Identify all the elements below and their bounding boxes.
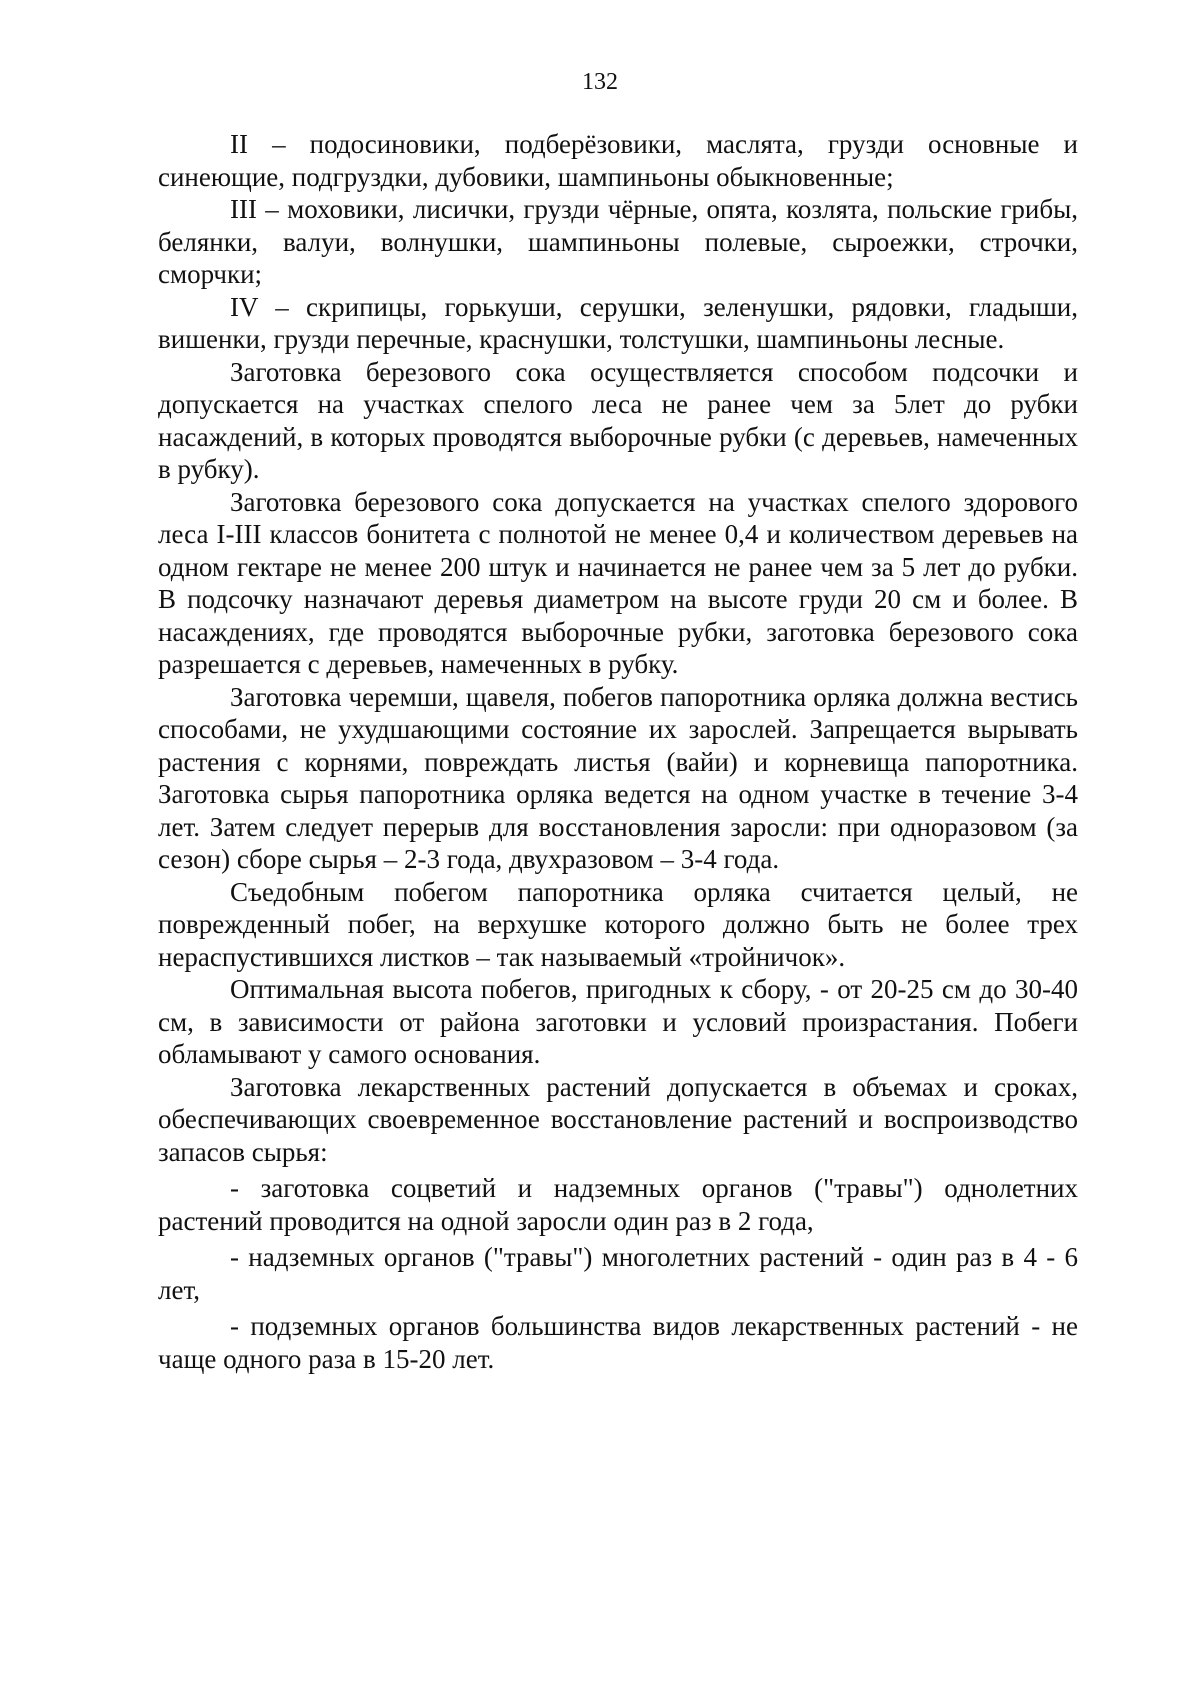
paragraph-birch-sap-tapping: Заготовка березового сока осуществляется способом подсочки и допускается на участках спелого леса не ранее чем за 5лет до рубки насаждений, в которых проводятся выборочные рубки (с деревьев, намеченных в рубку).	[158, 356, 1078, 484]
list-item-annual-plants: - заготовка соцветий и надземных органов ("травы") однолетних растений проводится на одной заросли один раз в 2 года,	[158, 1173, 1078, 1236]
list-item-perennial-plants: - надземных органов ("травы") многолетних растений - один раз в 4 - 6 лет,	[158, 1242, 1078, 1305]
paragraph-mushroom-category-2: II – подосиновики, подберёзовики, маслята, грузди основные и синеющие, подгруздки, дубовики, шампиньоны обыкновенные;	[158, 129, 1078, 192]
page-number: 132	[582, 69, 618, 95]
paragraph-medicinal-plants: Заготовка лекарственных растений допускается в объемах и сроках, обеспечивающих своевременное восстановление растений и воспроизводство запасов сырья:	[158, 1071, 1078, 1167]
list-item-underground-organs: - подземных органов большинства видов лекарственных растений - не чаще одного раза в 15-20 лет.	[158, 1311, 1078, 1374]
paragraph-edible-fern-shoot: Съедобным побегом папоротника орляка считается целый, не поврежденный побег, на верхушке которого должно быть не более трех нераспустившихся листков – так называемый «тройничок».	[158, 876, 1078, 972]
paragraph-shoot-height: Оптимальная высота побегов, пригодных к сбору, - от 20-25 см до 30-40 см, в зависимости от района заготовки и условий произрастания. Побеги обламывают у самого основания.	[158, 974, 1078, 1069]
paragraph-birch-sap-conditions: Заготовка березового сока допускается на участках спелого здорового леса I-III классов бонитета с полнотой не менее 0,4 и количеством деревьев на одном гектаре не менее 200 штук и начинается не ранее чем за 5 лет до рубки. В подсочку назначают деревья диаметром на высоте груди 20 см и более. В насаждениях, где проводятся выборочные рубки, заготовка березового сока разрешается с деревьев, намеченных в рубку.	[158, 486, 1078, 679]
paragraph-mushroom-category-4: IV – скрипицы, горькуши, серушки, зеленушки, рядовки, гладыши, вишенки, грузди перечные, краснушки, толстушки, шампиньоны лесные.	[158, 291, 1078, 354]
paragraph-fern-harvesting: Заготовка черемши, щавеля, побегов папоротника орляка должна вестись способами, не ухудшающими состояние их зарослей. Запрещается вырывать растения с корнями, повреждать листья (вайи) и корневища папоротника. Заготовка сырья папоротника орляка ведется на одном участке в течение 3-4 лет. Затем следует перерыв для восстановления заросли: при одноразовом (за сезон) сборе сырья – 2-3 года, двухразовом – 3-4 года.	[158, 681, 1078, 874]
paragraph-mushroom-category-3: III – моховики, лисички, грузди чёрные, опята, козлята, польские грибы, белянки, валуи, волнушки, шампиньоны полевые, сыроежки, строчки, сморчки;	[158, 194, 1078, 289]
document-body	[158, 128, 1078, 1375]
